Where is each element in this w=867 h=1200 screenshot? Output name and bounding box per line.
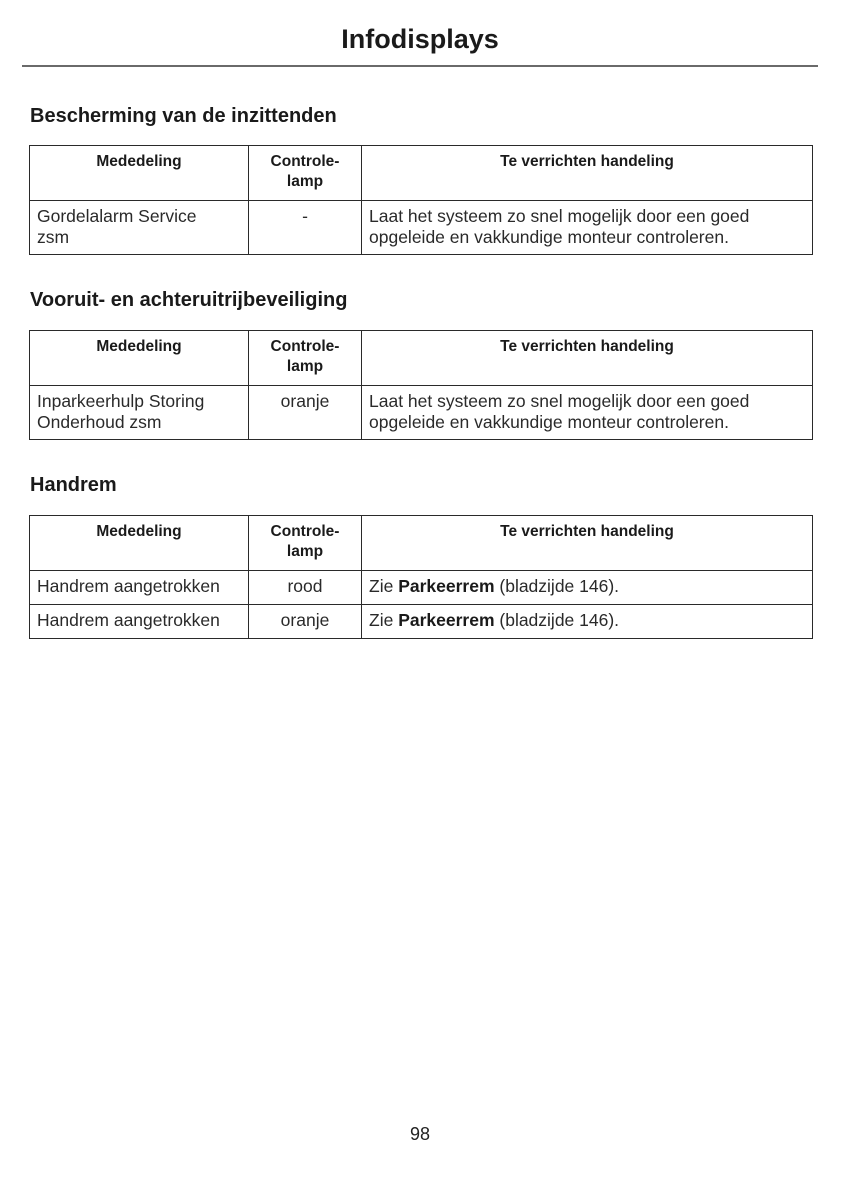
message-cell: Inparkeerhulp Storing Onderhoud zsm — [30, 386, 249, 440]
table-row — [30, 386, 813, 440]
action-prefix: Zie — [369, 610, 399, 630]
column-header-message: Mededeling — [30, 146, 249, 201]
action-suffix: (bladzijde 146). — [494, 610, 620, 630]
title-divider — [22, 65, 818, 67]
table-occupant-protection — [29, 145, 813, 255]
parkeerrem-reference: Parkeerrem — [398, 576, 495, 596]
column-header-message: Mededeling — [30, 331, 249, 386]
column-header-action: Te verrichten handeling — [362, 516, 813, 571]
action-cell — [362, 605, 813, 639]
section-heading-handbrake: Handrem — [30, 474, 117, 496]
page-title: Infodisplays — [341, 24, 499, 54]
table-header-row — [30, 516, 813, 571]
column-header-lamp: Controle- lamp — [249, 331, 362, 386]
section-heading-parking-aid: Vooruit- en achteruitrijbeveiliging — [30, 289, 348, 311]
lamp-cell: rood — [249, 571, 362, 605]
message-cell: Handrem aangetrokken — [30, 605, 249, 639]
column-header-action: Te verrichten handeling — [362, 146, 813, 201]
table-row — [30, 201, 813, 255]
column-header-lamp: Controle- lamp — [249, 516, 362, 571]
action-prefix: Zie — [369, 576, 399, 596]
column-header-lamp: Controle- lamp — [249, 146, 362, 201]
page-number: 98 — [409, 1124, 431, 1144]
table-row — [30, 605, 813, 639]
table-handbrake — [29, 515, 813, 639]
table-row — [30, 571, 813, 605]
table-parking-aid — [29, 330, 813, 440]
table-header-row — [30, 331, 813, 386]
message-cell: Handrem aangetrokken — [30, 571, 249, 605]
column-header-action: Te verrichten handeling — [362, 331, 813, 386]
section-heading-occupant-protection: Bescherming van de inzittenden — [30, 105, 337, 127]
message-cell: Gordelalarm Service zsm — [30, 201, 249, 255]
lamp-cell: - — [249, 201, 362, 255]
action-cell — [362, 571, 813, 605]
parkeerrem-reference: Parkeerrem — [398, 610, 495, 630]
lamp-cell: oranje — [249, 386, 362, 440]
column-header-message: Mededeling — [30, 516, 249, 571]
action-cell: Laat het systeem zo snel mogelijk door een goed opgeleide en vakkundige monteur controleren. — [362, 386, 813, 440]
action-suffix: (bladzijde 146). — [494, 576, 620, 596]
action-cell: Laat het systeem zo snel mogelijk door een goed opgeleide en vakkundige monteur controleren. — [362, 201, 813, 255]
lamp-cell: oranje — [249, 605, 362, 639]
table-header-row — [30, 146, 813, 201]
